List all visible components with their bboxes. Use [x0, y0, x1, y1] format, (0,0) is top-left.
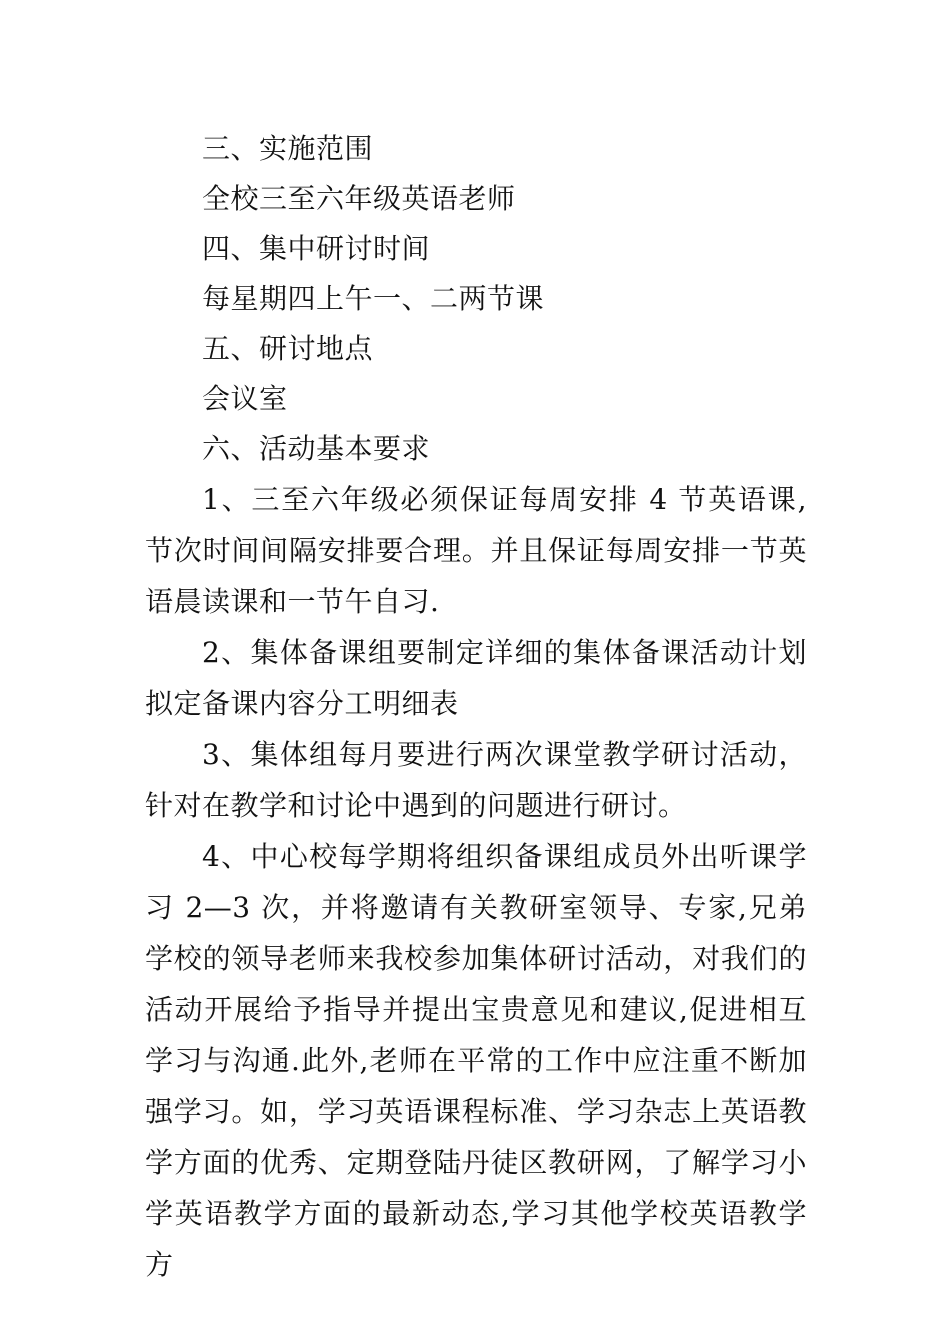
requirement-paragraph-2: 2、集体备课组要制定详细的集体备课活动计划拟定备课内容分工明细表 [145, 636, 807, 720]
document-content [145, 124, 807, 1290]
requirement-paragraph-4: 4、中心校每学期将组织备课组成员外出听课学习 2—3 次，并将邀请有关教研室领导、专家,兄弟学校的领导老师来我校参加集体研讨活动，对我们的活动开展给予指导并提出宝贵意见和建议,促进相互学习与沟通.此外,老师在平常的工作中应注重不断加强学习。如，学习英语课程标准、学习杂志上英语教学方面的优秀、定期登陆丹徒区教研网，了解学习小学英语教学方面的最新动态,学习其他学校英语教学方 [145, 840, 807, 1281]
section-heading-time: 四、集中研讨时间 [202, 232, 431, 265]
requirement-paragraph-3: 3、集体组每月要进行两次课堂教学研讨活动，针对在教学和讨论中遇到的问题进行研讨。 [145, 738, 807, 822]
section-body-location: 会议室 [202, 382, 288, 415]
requirement-paragraph-1: 1、三至六年级必须保证每周安排 4 节英语课,节次时间间隔安排要合理。并且保证每周安排一节英语晨读课和一节午自习. [145, 483, 807, 618]
section-body-time: 每星期四上午一、二两节课 [202, 282, 545, 315]
section-body-scope: 全校三至六年级英语老师 [202, 182, 516, 215]
section-heading-location: 五、研讨地点 [202, 332, 374, 365]
section-heading-scope: 三、实施范围 [202, 132, 374, 165]
section-heading-requirements: 六、活动基本要求 [202, 432, 431, 465]
